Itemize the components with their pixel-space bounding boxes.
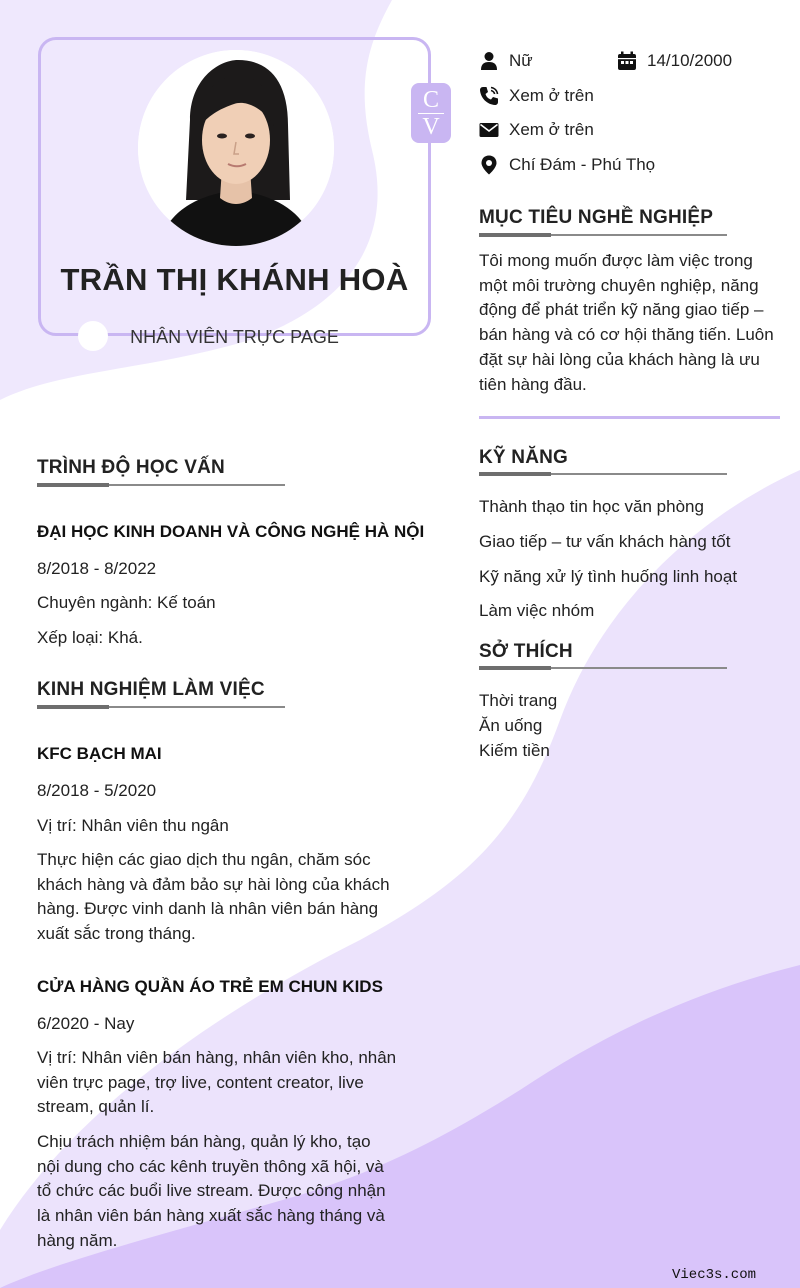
section-divider — [479, 416, 780, 419]
job-description-line: khách hàng và đảm bảo sự hài lòng của khách — [37, 874, 390, 894]
job-description-line: tổ chức các buổi live stream. Được công nhận — [37, 1181, 386, 1201]
phone-icon — [479, 86, 499, 106]
email-value: Xem ở trên — [509, 120, 594, 139]
hobbies-title-underline — [479, 667, 727, 669]
mail-icon — [479, 120, 499, 140]
cv-badge-letter-c: C — [422, 86, 439, 113]
avatar — [138, 50, 334, 246]
objective-title-underline — [479, 234, 727, 236]
objective-line: một môi trường chuyên nghiệp, năng — [479, 275, 759, 295]
job-description-line: nội dung cho các kênh truyền thông xã hội, và — [37, 1156, 384, 1176]
skill-item: Thành thạo tin học văn phòng — [479, 497, 704, 516]
education-title-underline — [37, 484, 285, 486]
job-period: 6/2020 - Nay — [37, 1014, 135, 1033]
job-description-line: hàng năm. — [37, 1230, 118, 1250]
person-icon — [479, 51, 499, 71]
phone-value: Xem ở trên — [509, 86, 594, 105]
job-description — [37, 848, 417, 947]
cv-badge-letter-v: V — [422, 113, 440, 140]
job-title: NHÂN VIÊN TRỰC PAGE — [130, 327, 339, 347]
cv-badge — [411, 83, 451, 143]
objective-line: bán hàng và có cơ hội thăng tiến. Luôn — [479, 325, 774, 345]
education-period: 8/2018 - 8/2022 — [37, 559, 157, 578]
job-company: CỬA HÀNG QUẦN ÁO TRẺ EM CHUN KIDS — [37, 977, 383, 996]
experience-title-underline — [37, 706, 285, 708]
calendar-icon — [617, 51, 637, 71]
job-description-line: Thực hiện các giao dịch thu ngân, chăm sóc — [37, 850, 371, 869]
objective-text — [479, 249, 789, 397]
objective-line: động để phát triển kỹ năng giao tiếp – — [479, 300, 764, 320]
contact-birthday — [617, 51, 732, 71]
job-position-line: Vị trí: Nhân viên thu ngân — [37, 816, 229, 835]
contact-email — [479, 120, 594, 140]
job-position-line: stream, quản lí. — [37, 1097, 155, 1117]
skills-title-underline — [479, 473, 727, 475]
hobby-item: Thời trang — [479, 691, 558, 710]
birthday-value: 14/10/2000 — [647, 51, 733, 70]
job-description-line: xuất sắc trong tháng. — [37, 924, 196, 944]
full-name: TRẦN THỊ KHÁNH HOÀ — [60, 262, 409, 297]
job-position-line: viên trực page, trợ live, content creator, live — [37, 1072, 364, 1092]
job-period: 8/2018 - 5/2020 — [37, 781, 157, 800]
hobbies-title: SỞ THÍCH — [479, 641, 573, 662]
education-grade: Xếp loại: Khá. — [37, 628, 143, 647]
job-description — [37, 1130, 417, 1254]
location-pin-icon — [479, 155, 499, 175]
objective-line: Tôi mong muốn được làm việc trong — [479, 251, 753, 270]
education-major: Chuyên ngành: Kế toán — [37, 593, 216, 612]
objective-line: đặt sự hài lòng của khách hàng là ưu — [479, 349, 760, 369]
education-title: TRÌNH ĐỘ HỌC VẤN — [37, 457, 225, 478]
job-position — [37, 1046, 417, 1120]
skills-title: KỸ NĂNG — [479, 447, 569, 468]
gender-value: Nữ — [509, 51, 533, 70]
hobby-item: Kiếm tiền — [479, 741, 550, 760]
watermark: Viec3s.com — [672, 1267, 757, 1283]
job-description-line: Chịu trách nhiệm bán hàng, quản lý kho, tạo — [37, 1132, 371, 1151]
hobby-item: Ăn uống — [479, 716, 543, 735]
contact-gender — [479, 51, 533, 71]
objective-line: tiên hàng đầu. — [479, 374, 587, 394]
job-position-line: Vị trí: Nhân viên bán hàng, nhân viên kho, nhân — [37, 1048, 397, 1067]
job-description-line: hàng. Được vinh danh là nhân viên bán hàng — [37, 899, 379, 919]
skill-item: Kỹ năng xử lý tình huống linh hoạt — [479, 567, 738, 586]
address-value: Chí Đám - Phú Thọ — [509, 155, 656, 174]
job-description-line: là nhân viên bán hàng xuất sắc hàng tháng và — [37, 1206, 385, 1226]
contact-address — [479, 155, 655, 175]
job-company: KFC BẠCH MAI — [37, 744, 162, 763]
skill-item: Làm việc nhóm — [479, 601, 595, 620]
school-name: ĐẠI HỌC KINH DOANH VÀ CÔNG NGHỆ HÀ NỘI — [37, 522, 425, 541]
experience-title: KINH NGHIỆM LÀM VIỆC — [37, 679, 265, 700]
job-position — [37, 814, 229, 839]
contact-phone — [479, 86, 594, 106]
objective-title: MỤC TIÊU NGHỀ NGHIỆP — [479, 207, 714, 228]
skill-item: Giao tiếp – tư vấn khách hàng tốt — [479, 532, 731, 551]
